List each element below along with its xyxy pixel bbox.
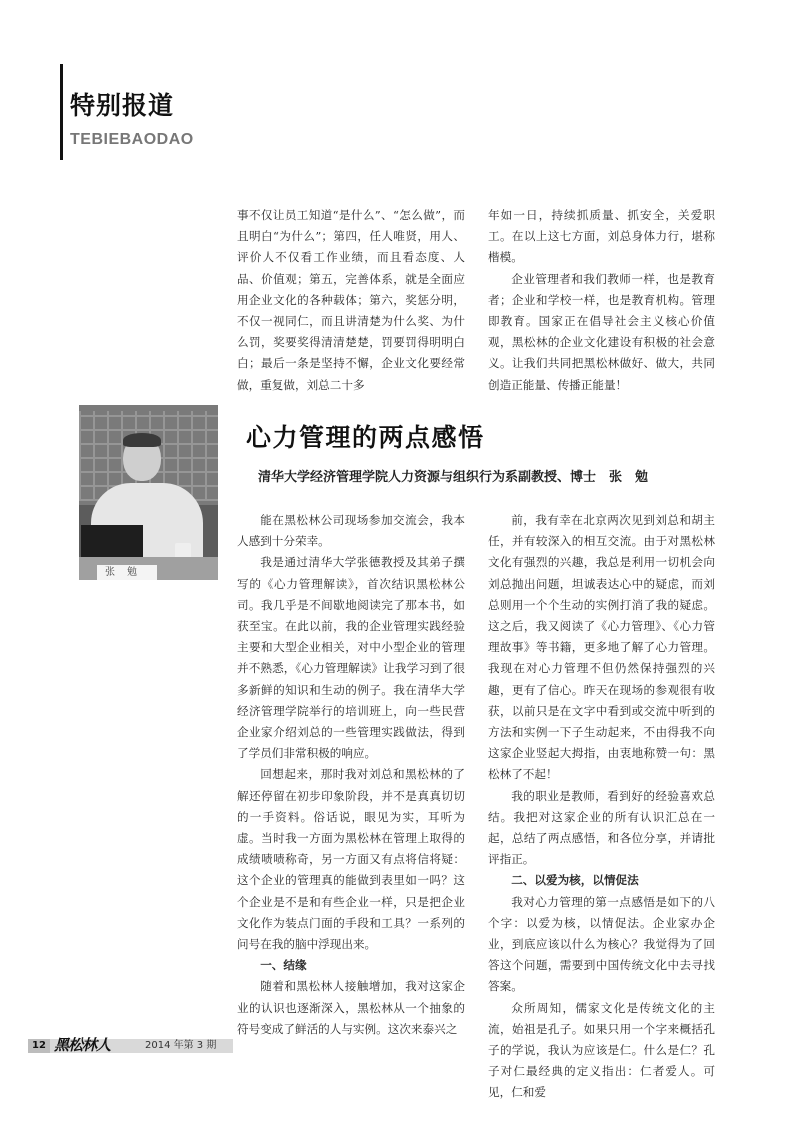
- section-title: 特别报道: [70, 91, 175, 120]
- article-title: 心力管理的两点感悟: [246, 423, 485, 452]
- paragraph: 我对心力管理的第一点感悟是如下的八个字：以爱为核，以情促法。企业家办企业，到底应该以什么为核心？我觉得为了回答这个问题，需要到中国传统文化中去寻找答案。: [488, 894, 715, 994]
- top-right-column: [488, 205, 715, 396]
- paragraph: 事不仅让员工知道“是什么”、“怎么做”，而且明白“为什么”；第四，任人唯贤，用人、评价人不仅看工作业绩，而且看态度、人品、价值观；第五，完善体系，就是全面应用企业文化的各种载体；第六，奖惩分明，不仅一视同仁，而且讲清楚为什么奖、为什么罚，奖要奖得清清楚楚，罚要罚得明明白白；最后一条是坚持不懈，企业文化要经常做，重复做，刘总二十多: [237, 208, 465, 392]
- section-heading: 一、结缘: [260, 958, 307, 973]
- section-subtitle: TEBIEBAODAO: [70, 131, 194, 148]
- page-number: 12: [28, 1039, 50, 1053]
- paragraph: 年如一日，持续抓质量、抓安全，关爱职工。在以上这七方面，刘总身体力行，堪称楷模。: [488, 208, 715, 265]
- page-footer: [28, 1036, 233, 1054]
- paragraph: 企业管理者和我们教师一样，也是教育者；企业和学校一样，也是教育机构。管理即教育。国家正在倡导社会主义核心价值观，黑松林的企业文化建设有积极的社会意义。让我们共同把黑松林做好、做大，共同创造正能量、传播正能量！: [488, 271, 715, 392]
- photo-nameplate: 张勉: [97, 565, 157, 580]
- paragraph: 前，我有幸在北京两次见到刘总和胡主任，并有较深入的相互交流。由于对黑松林文化有强烈的兴趣，我总是利用一切机会向刘总抛出问题，坦诚表达心中的疑虑，而刘总则用一个个生动的实例打消了我的疑虑。这之后，我又阅读了《心力管理》、《心力管理故事》等书籍，更多地了解了心力管理。我现在对心力管理不但仍然保持强烈的兴趣，更有了信心。昨天在现场的参观很有收获，以前只是在文字中看到或交流中听到的方法和实例一下子生动起来，不由得我不向这家企业竖起大拇指，由衷地称赞一句：黑松林了不起！: [488, 513, 715, 782]
- magazine-logo: 黑松林人: [54, 1036, 111, 1054]
- main-right-column: [488, 510, 715, 1104]
- paragraph: 众所周知，儒家文化是传统文化的主流，始祖是孔子。如果只用一个字来概括孔子的学说，我认为应该是仁。什么是仁？孔子对仁最经典的定义指出：仁者爱人。可见，仁和爱: [488, 1000, 715, 1100]
- issue-label: 2014 年第 3 期: [145, 1040, 217, 1051]
- photo-hair: [123, 433, 161, 447]
- author-photo: [79, 405, 218, 580]
- paragraph: 我是通过清华大学张德教授及其弟子撰写的《心力管理解读》，首次结识黑松林公司。我几乎是不间歇地阅读完了那本书，如获至宝。在此以前，我的企业管理实践经验主要和大型企业相关，对中小型企业的管理并不熟悉，《心力管理解读》让我学习到了很多新鲜的知识和生动的例子。我在清华大学经济管理学院举行的培训班上，向一些民营企业家介绍刘总的一些管理实践做法，得到了学员们非常积极的响应。: [237, 555, 465, 761]
- paragraph: 随着和黑松林人接触增加，我对这家企业的认识也逐渐深入，黑松林从一个抽象的符号变成了鲜活的人与实例。这次来泰兴之: [237, 979, 465, 1036]
- paragraph: 回想起来，那时我对刘总和黑松林的了解还停留在初步印象阶段，并不是真真切切的一手资料。俗话说，眼见为实，耳听为虚。当时我一方面为黑松林在管理上取得的成绩啧啧称奇，另一方面又有点将信将疑：这个企业的管理真的能做到表里如一吗？这个企业是不是和有些企业一样，只是把企业文化作为装点门面的手段和工具？一系列的问号在我的脑中浮现出来。: [237, 767, 465, 952]
- top-left-column: [237, 205, 465, 396]
- section-bar: [60, 64, 63, 160]
- section-heading: 二、以爱为核，以情促法: [511, 873, 639, 888]
- article-byline: 清华大学经济管理学院人力资源与组织行为系副教授、博士 张 勉: [258, 470, 649, 485]
- paragraph: 能在黑松林公司现场参加交流会，我本人感到十分荣幸。: [237, 513, 465, 549]
- main-left-column: [237, 510, 465, 1040]
- paragraph: 我的职业是教师，看到好的经验喜欢总结。我把对这家企业的所有认识汇总在一起，总结了两点感悟，和各位分享，并请批评指正。: [488, 788, 715, 867]
